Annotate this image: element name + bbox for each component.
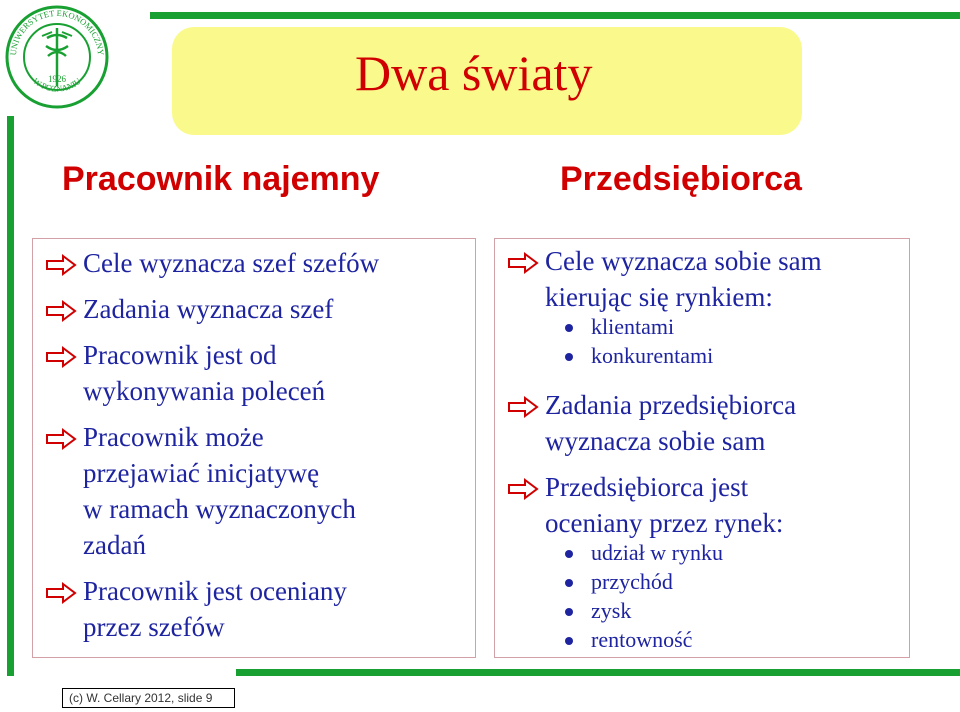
university-logo: [2, 2, 112, 112]
bullet-text-line: oceniany przez rynek:: [545, 508, 784, 538]
bullet-text-line: Zadania przedsiębiorca: [545, 390, 797, 420]
frame-left-border: [7, 116, 14, 676]
employee-box: [32, 238, 476, 658]
arrow-bullet-icon: [45, 300, 77, 322]
arrow-bullet-icon: [507, 478, 539, 500]
bullet-text-line: przejawiać inicjatywę: [83, 458, 320, 488]
bullet-text-line: Cele wyznacza szef szefów: [83, 248, 380, 278]
footer-credit: (c) W. Cellary 2012, slide 9: [62, 688, 235, 708]
bullet-text-line: Pracownik może: [83, 422, 264, 452]
bullet-text-line: zadań: [83, 530, 146, 560]
logo-text-top: UNIWERSYTET EKONOMICZNY: [7, 7, 107, 56]
bullet-text-line: Pracownik jest oceniany: [83, 576, 347, 606]
arrow-bullet-icon: [507, 396, 539, 418]
sub-bullet-text: udział w rynku: [591, 540, 723, 565]
sub-bullet-text: zysk: [591, 598, 632, 623]
arrow-bullet-icon: [507, 252, 539, 274]
arrow-bullet-icon: [45, 346, 77, 368]
bullet-text-line: wykonywania poleceń: [83, 376, 326, 406]
bullet-text-line: wyznacza sobie sam: [545, 426, 766, 456]
sub-bullet-dot-icon: [565, 353, 573, 361]
frame-top-border: [150, 12, 960, 19]
heading-employee: Pracownik najemny: [62, 160, 380, 198]
bullet-text-line: kierując się rynkiem:: [545, 282, 773, 312]
sub-bullet-dot-icon: [565, 608, 573, 616]
sub-bullet-text: rentowność: [591, 627, 693, 652]
logo-year: 1926: [48, 74, 66, 84]
bullet-text-line: Cele wyznacza sobie sam: [545, 246, 822, 276]
bullet-text-line: przez szefów: [83, 612, 225, 642]
arrow-bullet-icon: [45, 582, 77, 604]
sub-bullet-dot-icon: [565, 324, 573, 332]
bullet-text-line: Zadania wyznacza szef: [83, 294, 334, 324]
sub-bullet-dot-icon: [565, 637, 573, 645]
logo-text-bottom: W POZNANIU: [31, 75, 83, 94]
sub-bullet-text: klientami: [591, 314, 675, 339]
sub-bullet-text: konkurentami: [591, 343, 714, 368]
entrepreneur-box: [494, 238, 910, 658]
bullet-text-line: Pracownik jest od: [83, 340, 277, 370]
sub-bullet-text: przychód: [591, 569, 673, 594]
arrow-bullet-icon: [45, 254, 77, 276]
frame-bottom-border: [236, 669, 960, 676]
sub-bullet-dot-icon: [565, 579, 573, 587]
bullet-text-line: Przedsiębiorca jest: [545, 472, 749, 502]
arrow-bullet-icon: [45, 428, 77, 450]
sub-bullet-dot-icon: [565, 550, 573, 558]
bullet-text-line: w ramach wyznaczonych: [83, 494, 356, 524]
heading-entrepreneur: Przedsiębiorca: [560, 160, 802, 198]
slide-title: Dwa światy: [355, 45, 593, 101]
